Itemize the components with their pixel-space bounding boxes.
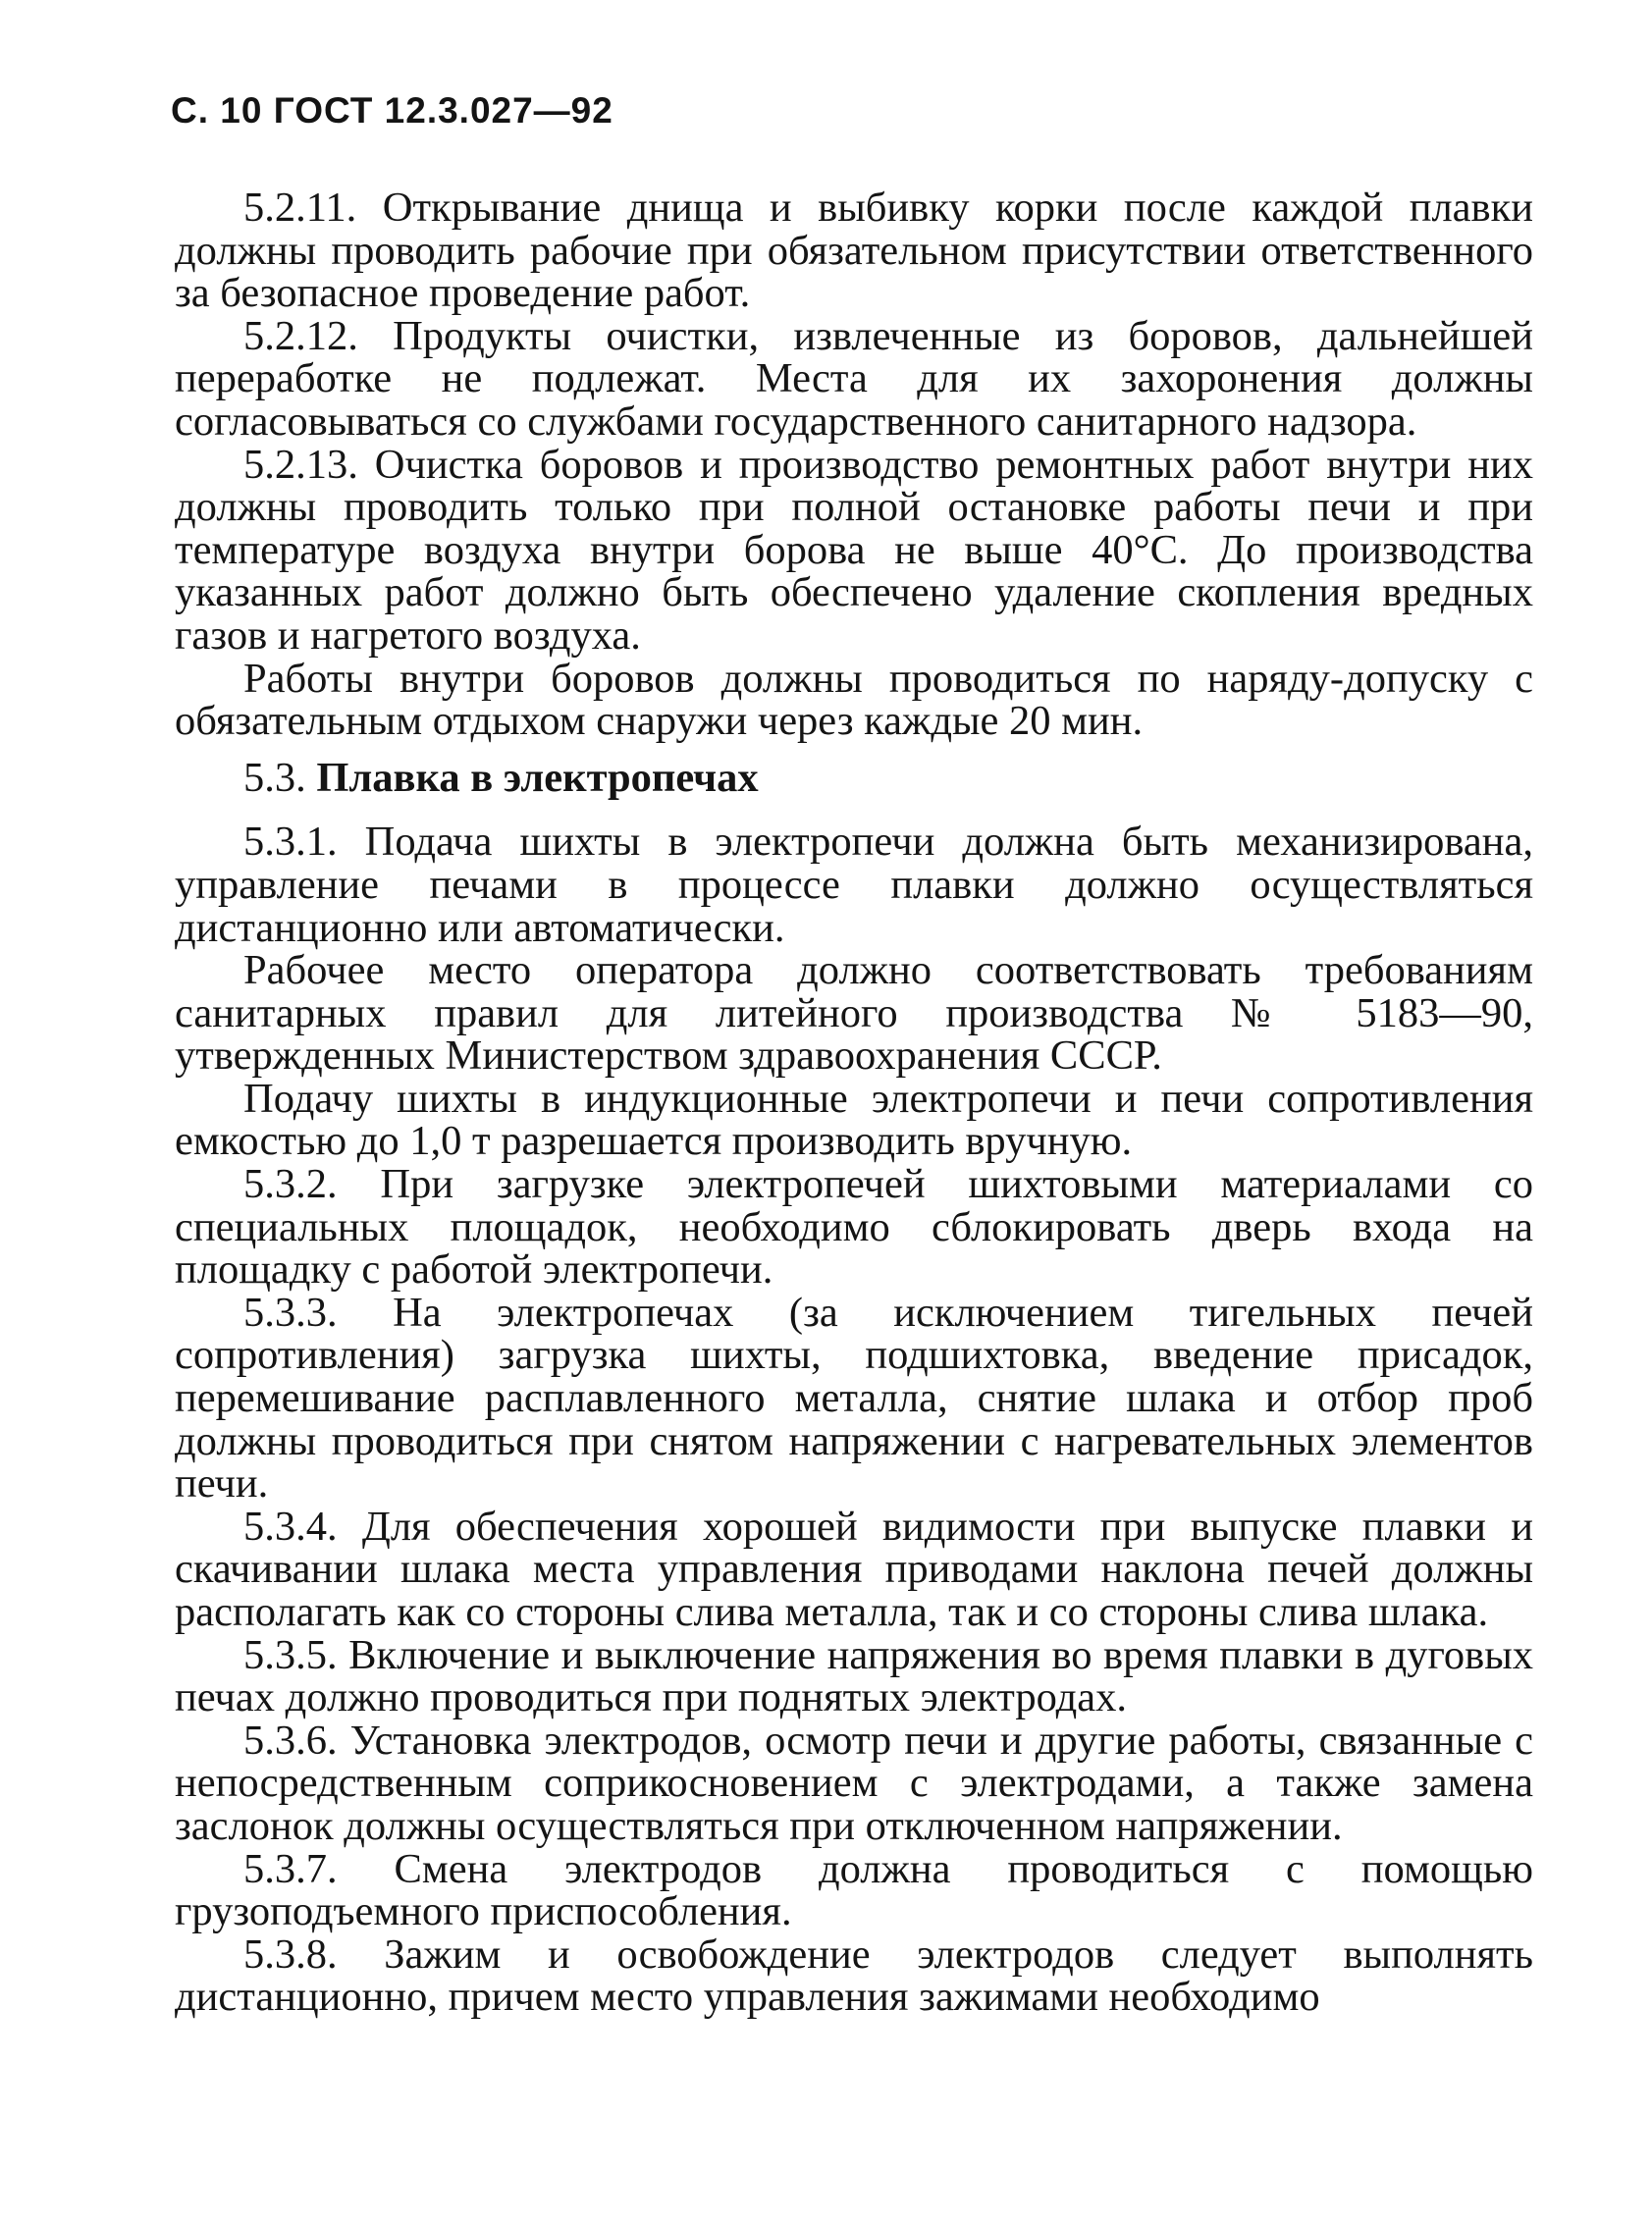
- paragraph-5-3-7: 5.3.7. Смена электродов должна проводиться с помощью грузоподъемного приспособления.: [175, 1845, 1533, 1935]
- paragraph-5-2-13-continued: Работы внутри боровов должны проводиться по наряду-допуску с обязательным отдыхом снаружи через каждые 20 мин.: [175, 655, 1533, 745]
- paragraph-5-3-6: 5.3.6. Установка электродов, осмотр печи и другие работы, связанные с непосредственным соприкосновением с электродами, а также замена заслонок должны осуществляться при отключенном напряжении.: [175, 1717, 1533, 1849]
- paragraph-5-3-1-manual: Подачу шихты в индукционные электропечи и печи сопротивления емкостью до 1,0 т разрешается производить вручную.: [175, 1075, 1533, 1165]
- paragraph-5-3-3: 5.3.3. На электропечах (за исключением тигельных печей сопротивления) загрузка шихты, подшихтовка, введение присадок, перемешивание расплавленного металла, снятие шлака и отбор проб должны проводиться при снятом напряжении с нагревательных элементов печи.: [175, 1289, 1533, 1507]
- section-number: 5.3.: [243, 754, 306, 801]
- paragraph-5-3-1: 5.3.1. Подача шихты в электропечи должна быть механизирована, управление печами в процессе плавки должно осуществляться дистанционно или автоматически.: [175, 819, 1533, 951]
- paragraph-5-2-13: 5.2.13. Очистка боровов и производство ремонтных работ внутри них должны проводить только при полной остановке работы печи и при температуре воздуха внутри борова не выше 40°С. До производства указанных работ должно быть обеспечено удаление скопления вредных газов и нагретого воздуха.: [175, 441, 1533, 659]
- paragraph-5-3-8: 5.3.8. Зажим и освобождение электродов следует выполнять дистанционно, причем место управления зажимами необходимо: [175, 1930, 1533, 2021]
- paragraph-5-3-1-operator: Рабочее место оператора должно соответствовать требованиям санитарных правил для литейного производства № 5183—90, утвержденных Министерством здравоохранения СССР.: [175, 947, 1533, 1080]
- paragraph-5-3-4: 5.3.4. Для обеспечения хорошей видимости при выпуске плавки и скачивании шлака места управления приводами наклона печей должны располагать как со стороны слива металла, так и со стороны слива шлака.: [175, 1503, 1533, 1635]
- running-header: С. 10 ГОСТ 12.3.027—92: [171, 90, 613, 131]
- section-title: Плавка в электропечах: [316, 754, 759, 801]
- paragraph-5-2-12: 5.2.12. Продукты очистки, извлеченные из боровов, дальнейшей переработке не подлежат. Места для их захоронения должны согласовываться со службами государственного санитарного надзора.: [175, 312, 1533, 445]
- paragraph-5-3-2: 5.3.2. При загрузке электропечей шихтовыми материалами со специальных площадок, необходимо сблокировать дверь входа на площадку с работой электропечи.: [175, 1161, 1533, 1294]
- document-body: [175, 186, 1533, 2019]
- paragraph-5-3-5: 5.3.5. Включение и выключение напряжения во время плавки в дуговых печах должно проводиться при поднятых электродах.: [175, 1631, 1533, 1721]
- paragraph-5-2-11: 5.2.11. Открывание днища и выбивку корки после каждой плавки должны проводить рабочие при обязательном присутствии ответственного за безопасное проведение работ.: [175, 185, 1533, 317]
- section-heading: [175, 754, 1533, 801]
